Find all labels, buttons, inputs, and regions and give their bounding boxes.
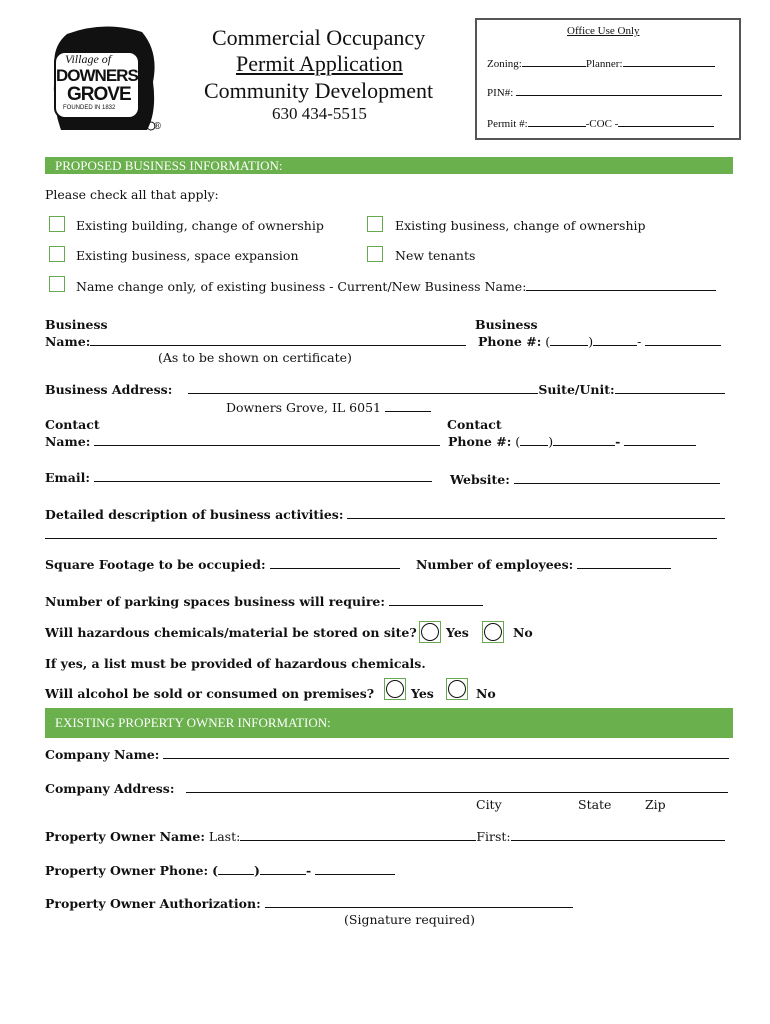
description-field-2[interactable] bbox=[45, 527, 717, 539]
hazard-note: If yes, a list must be provided of hazardous chemicals. bbox=[45, 656, 426, 671]
business-phone-number[interactable] bbox=[645, 334, 721, 346]
contact-phone-paren-close: ) bbox=[548, 434, 554, 449]
business-name-label-2: Name: bbox=[45, 334, 91, 349]
hazard-yes-label: Yes bbox=[446, 625, 469, 640]
registered-mark: ® bbox=[153, 122, 162, 132]
alcohol-question: Will alcohol be sold or consumed on premises? bbox=[45, 686, 375, 701]
department-name: Community Development bbox=[204, 78, 434, 103]
office-use-box bbox=[475, 18, 741, 140]
owner-phone-label: Property Owner Phone: bbox=[45, 863, 209, 878]
contact-label-1: Contact bbox=[45, 417, 100, 432]
parking-label: Number of parking spaces business will require: bbox=[45, 594, 385, 609]
department-phone: 630 434-5515 bbox=[272, 104, 367, 123]
contact-name-label: Name: bbox=[45, 434, 91, 449]
suite-label: Suite/Unit: bbox=[538, 382, 615, 397]
contact-phone-label-1: Contact bbox=[447, 417, 502, 432]
contact-phone-number[interactable] bbox=[624, 434, 696, 446]
owner-signature-field[interactable] bbox=[265, 896, 573, 908]
option-space-expansion: Existing business, space expansion bbox=[76, 248, 299, 263]
website-field[interactable] bbox=[514, 472, 720, 484]
business-name-field[interactable] bbox=[90, 334, 466, 346]
option-existing-building: Existing building, change of ownership bbox=[76, 218, 324, 233]
owner-phone-prefix[interactable] bbox=[260, 863, 306, 875]
company-name-label: Company Name: bbox=[45, 747, 160, 762]
square-footage-label: Square Footage to be occupied: bbox=[45, 557, 266, 572]
owner-phone-paren-close: ) bbox=[254, 863, 260, 878]
zoning-label: Zoning: bbox=[487, 58, 522, 70]
contact-phone-label-2: Phone #: bbox=[448, 434, 512, 449]
village-logo bbox=[47, 22, 162, 137]
planner-field[interactable] bbox=[623, 55, 715, 67]
contact-phone-prefix[interactable] bbox=[553, 434, 615, 446]
checkbox-existing-building[interactable] bbox=[49, 216, 65, 232]
contact-phone-dash: - bbox=[615, 434, 621, 449]
zip-caption: Zip bbox=[645, 797, 666, 812]
hazard-yes-radio[interactable] bbox=[419, 621, 441, 643]
business-phone-prefix[interactable] bbox=[593, 334, 637, 346]
coc-field[interactable] bbox=[618, 115, 714, 127]
owner-section-header: EXISTING PROPERTY OWNER INFORMATION: bbox=[45, 708, 733, 738]
logo-founded: FOUNDED IN 1832 bbox=[63, 105, 116, 111]
employees-label: Number of employees: bbox=[416, 557, 574, 572]
planner-label: Planner: bbox=[585, 58, 623, 70]
hazard-question: Will hazardous chemicals/material be stored on site? bbox=[45, 625, 417, 640]
hazard-no-label: No bbox=[513, 625, 533, 640]
option-name-change: Name change only, of existing business - Current/New Business Name: bbox=[76, 279, 527, 294]
business-phone-area[interactable] bbox=[550, 334, 588, 346]
owner-name-label: Property Owner Name: bbox=[45, 829, 205, 844]
coc-label: -COC - bbox=[585, 118, 619, 130]
business-section-header: PROPOSED BUSINESS INFORMATION: bbox=[45, 157, 733, 174]
signature-note: (Signature required) bbox=[344, 912, 476, 927]
business-phone-paren-close: ) bbox=[588, 334, 594, 349]
owner-first-field[interactable] bbox=[511, 829, 725, 841]
suite-field[interactable] bbox=[615, 382, 725, 394]
owner-phone-number[interactable] bbox=[315, 863, 395, 875]
hazard-no-radio[interactable] bbox=[482, 621, 504, 643]
city-caption: City bbox=[476, 797, 502, 812]
email-field[interactable] bbox=[94, 470, 432, 482]
owner-phone-area[interactable] bbox=[218, 863, 254, 875]
business-name-note: (As to be shown on certificate) bbox=[158, 350, 352, 365]
company-address-field[interactable] bbox=[186, 781, 728, 793]
option-existing-business-ownership: Existing business, change of ownership bbox=[395, 218, 646, 233]
permit-label: Permit #: bbox=[487, 118, 528, 130]
business-phone-dash: - bbox=[637, 334, 642, 349]
checkbox-existing-business-ownership[interactable] bbox=[367, 216, 383, 232]
business-phone-paren-open: ( bbox=[545, 334, 551, 349]
form-title-line1: Commercial Occupancy bbox=[212, 25, 426, 50]
description-label: Detailed description of business activities: bbox=[45, 507, 344, 522]
business-name-label-1: Business bbox=[45, 317, 108, 332]
form-title-line2: Permit Application bbox=[236, 51, 403, 76]
city-state-zip: Downers Grove, IL 6051 bbox=[226, 400, 381, 415]
contact-name-field[interactable] bbox=[94, 434, 440, 446]
square-footage-field[interactable] bbox=[270, 557, 400, 569]
business-address-label: Business Address: bbox=[45, 382, 173, 397]
owner-last-field[interactable] bbox=[240, 829, 476, 841]
business-phone-label-2: Phone #: bbox=[478, 334, 542, 349]
check-prompt: Please check all that apply: bbox=[45, 187, 219, 202]
zip-suffix-field[interactable] bbox=[385, 400, 431, 412]
pin-label: PIN#: bbox=[487, 87, 514, 99]
email-label: Email: bbox=[45, 470, 90, 485]
zoning-field[interactable] bbox=[522, 55, 586, 67]
owner-first-label: First: bbox=[476, 829, 511, 844]
company-address-label: Company Address: bbox=[45, 781, 175, 796]
alcohol-yes-radio[interactable] bbox=[384, 678, 406, 700]
alcohol-no-label: No bbox=[476, 686, 496, 701]
pin-field[interactable] bbox=[516, 84, 722, 96]
alcohol-no-radio[interactable] bbox=[446, 678, 468, 700]
new-business-name-field[interactable] bbox=[526, 279, 716, 291]
owner-authorization-label: Property Owner Authorization: bbox=[45, 896, 261, 911]
permit-field[interactable] bbox=[528, 115, 586, 127]
state-caption: State bbox=[578, 797, 612, 812]
parking-field[interactable] bbox=[389, 594, 483, 606]
owner-last-label: Last: bbox=[208, 829, 241, 844]
company-name-field[interactable] bbox=[163, 747, 729, 759]
business-address-field[interactable] bbox=[188, 382, 538, 394]
contact-phone-paren-open: ( bbox=[515, 434, 521, 449]
logo-grove: GROVE bbox=[67, 84, 131, 105]
office-use-title: Office Use Only bbox=[567, 25, 640, 37]
checkbox-space-expansion[interactable] bbox=[49, 246, 65, 262]
logo-downers: DOWNERS bbox=[56, 66, 138, 85]
alcohol-yes-label: Yes bbox=[411, 686, 434, 701]
option-new-tenants: New tenants bbox=[395, 248, 476, 263]
checkbox-name-change[interactable] bbox=[49, 276, 65, 292]
employees-field[interactable] bbox=[577, 557, 671, 569]
business-phone-label-1: Business bbox=[475, 317, 538, 332]
contact-phone-area[interactable] bbox=[520, 434, 548, 446]
owner-phone-paren-open: ( bbox=[212, 863, 219, 878]
description-field-1[interactable] bbox=[347, 507, 725, 519]
logo-village-of: Village of bbox=[65, 52, 112, 66]
checkbox-new-tenants[interactable] bbox=[367, 246, 383, 262]
website-label: Website: bbox=[450, 472, 510, 487]
owner-phone-dash: - bbox=[305, 863, 312, 878]
